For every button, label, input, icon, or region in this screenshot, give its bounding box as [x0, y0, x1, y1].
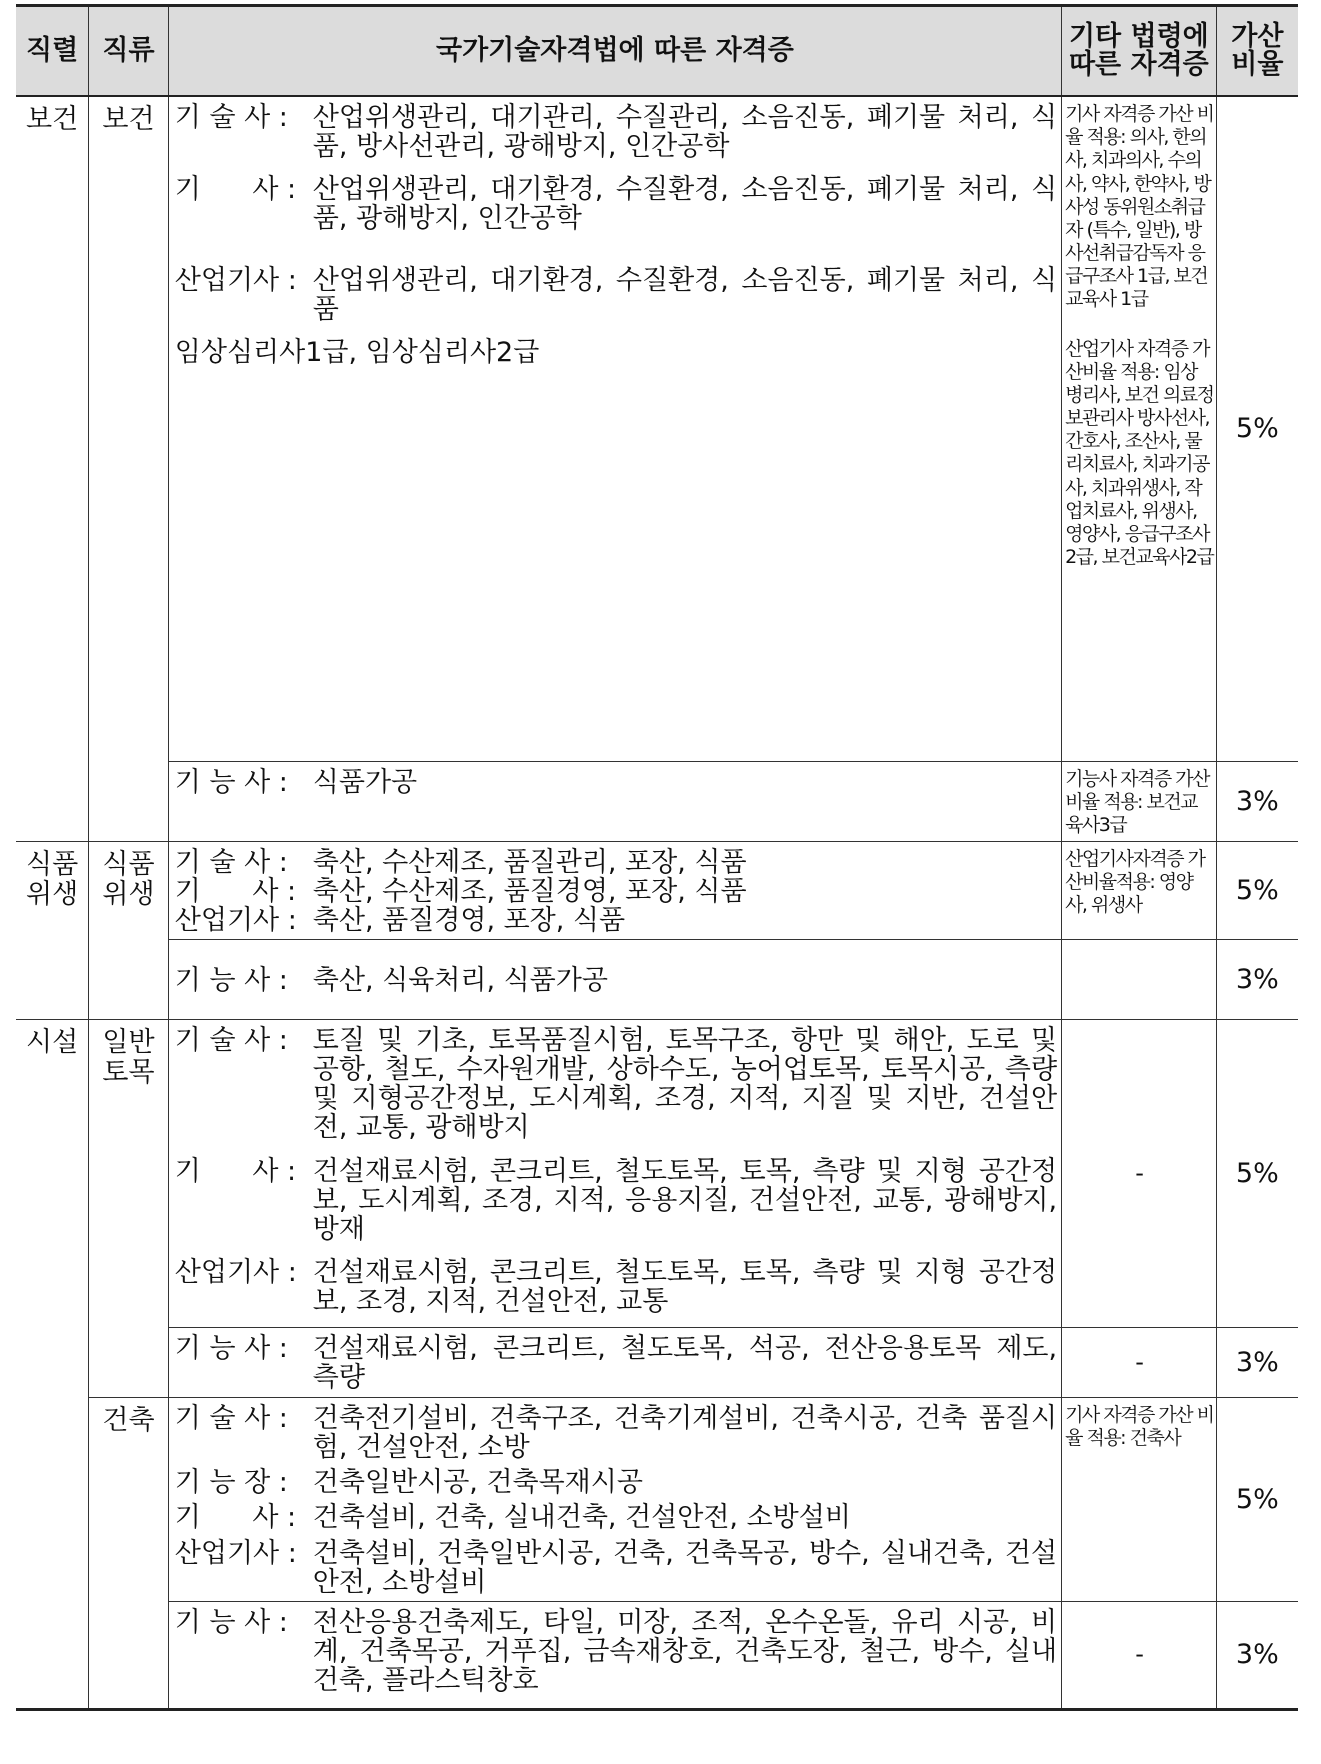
table-row: [16, 939, 1298, 1019]
series-cell: 시설: [16, 1019, 89, 1709]
other-certs-cell: 기능사 자격증 가산비율 적용: 보건교육사3급: [1062, 761, 1217, 841]
cert-line: [175, 175, 1057, 233]
header-category: 직류: [89, 6, 169, 97]
cert-list: 건축전기설비, 건축구조, 건축기계설비, 건축시공, 건축 품질시험, 건설안전, 소방: [312, 1402, 1058, 1464]
cert-grade-label: 기 능 사 :: [174, 766, 288, 798]
cert-grade-label: 산업기사 :: [174, 904, 297, 936]
cert-line: [175, 1334, 1057, 1392]
cert-list: 토질 및 기초, 토목품질시험, 토목구조, 항만 및 해안, 도로 및 공항, 철도, 수자원개발, 상하수도, 농어업토목, 토목시공, 측량 및 지형공간정보, 도시계획, 조경, 지적, 지질 및 지반, 건설안전, 교통, 광해방지: [312, 1024, 1058, 1144]
series-cell: 식품 위생: [16, 841, 89, 1019]
other-certs-cell: 기사 자격증 가산 비율 적용: 건축사: [1062, 1397, 1217, 1601]
table-row: [16, 1019, 1298, 1327]
rate-cell: 5%: [1216, 841, 1298, 939]
national-certs-cell: [168, 1327, 1061, 1397]
cert-list: 축산, 수산제조, 품질경영, 포장, 식품: [312, 875, 747, 907]
rate-cell: 3%: [1216, 761, 1298, 841]
rate-cell: 3%: [1216, 939, 1298, 1019]
category-cell: 보건: [89, 96, 169, 841]
header-rate: 가산 비율: [1216, 6, 1298, 97]
other-certs-cell: -: [1062, 1601, 1217, 1709]
extra-cert-line: 임상심리사1급, 임상심리사2급: [174, 336, 540, 368]
cert-list: 전산응용건축제도, 타일, 미장, 조적, 온수온돌, 유리 시공, 비계, 건축목공, 거푸집, 금속재창호, 건축도장, 철근, 방수, 실내건축, 플라스틱창호: [312, 1606, 1058, 1697]
rate-cell: 5%: [1216, 96, 1298, 761]
rate-cell: 5%: [1216, 1019, 1298, 1327]
table-row: [16, 1601, 1298, 1709]
cert-grade-label: 기 술 사 :: [174, 846, 288, 878]
category-cell: 식품 위생: [89, 841, 169, 1019]
table-row: [16, 1327, 1298, 1397]
certificate-table: [16, 4, 1298, 1711]
cert-line: [175, 848, 1057, 877]
other-certs-cell: [1062, 96, 1217, 761]
national-certs-cell: [168, 1397, 1061, 1601]
cert-grade-label: 기 능 사 :: [174, 1606, 288, 1638]
other-certs-text: 산업기사 자격증 가산비율 적용: 임상병리사, 보건 의료정보관리사 방사선사, 간호사, 조산사, 물리치료사, 치과기공사, 치과위생사, 작업치료사, 위생사, 영양사, 응급구조사2급, 보건교육사2급: [1065, 337, 1214, 569]
cert-grade-label: 산업기사 :: [174, 1537, 297, 1569]
cert-grade-label: 기 능 사 :: [174, 1332, 288, 1364]
other-certs-cell: [1062, 939, 1217, 1019]
cert-list: 식품가공: [312, 766, 418, 798]
cert-list: 축산, 수산제조, 품질관리, 포장, 식품: [312, 846, 747, 878]
cert-grade-label: 기 사 :: [174, 1155, 297, 1187]
cert-list: 건설재료시험, 콘크리트, 철도토목, 토목, 측량 및 지형 공간정보, 도시계획, 조경, 지적, 응용지질, 건설안전, 교통, 광해방지, 방재: [312, 1155, 1058, 1245]
cert-list: 건축일반시공, 건축목재시공: [312, 1467, 643, 1499]
cert-list: 건축설비, 건축일반시공, 건축, 건축목공, 방수, 실내건축, 건설안전, 소방설비: [312, 1537, 1058, 1598]
table-row: [16, 841, 1298, 939]
rate-cell: 5%: [1216, 1397, 1298, 1601]
national-certs-cell: [168, 761, 1061, 841]
national-certs-cell: [168, 939, 1061, 1019]
national-certs-cell: [168, 1601, 1061, 1709]
national-certs-cell: [168, 841, 1061, 939]
cert-grade-label: 산업기사 :: [174, 264, 297, 296]
table-row: [16, 761, 1298, 841]
cert-line: [175, 103, 1057, 161]
other-certs-text: 기사 자격증 가산 비율 적용: 의사, 한의사, 치과의사, 수의사, 약사, 한약사, 방사성 동위원소취급자 (특수, 일반), 방사선취급감독자 응급구조사 1급, 보건교육사 1급: [1065, 103, 1214, 311]
cert-line: [175, 1608, 1057, 1695]
cert-line: [175, 966, 1057, 995]
header-national-certs: 국가기술자격법에 따른 자격증: [168, 6, 1061, 97]
table-row: [16, 96, 1298, 761]
cert-grade-label: 기 사 :: [174, 875, 297, 907]
cert-line: [175, 768, 1057, 797]
cert-grade-label: 기 술 사 :: [174, 1402, 288, 1434]
cert-line: [175, 1157, 1057, 1244]
table-header-row: [16, 6, 1298, 97]
cert-grade-label: 기 사 :: [174, 1502, 297, 1534]
cert-list: 산업위생관리, 대기관리, 수질관리, 소음진동, 폐기물 처리, 식품, 방사선관리, 광해방지, 인간공학: [312, 102, 1058, 163]
cert-line: [175, 906, 1057, 935]
cert-line: [175, 1404, 1057, 1462]
cert-grade-label: 기 능 장 :: [174, 1467, 288, 1499]
cert-line: [175, 1468, 1057, 1497]
category-cell: 건축: [89, 1397, 169, 1709]
cert-grade-label: 산업기사 :: [174, 1257, 297, 1289]
cert-list: 건설재료시험, 콘크리트, 철도토목, 토목, 측량 및 지형 공간정보, 조경, 지적, 건설안전, 교통: [312, 1257, 1058, 1318]
national-certs-cell: [168, 1019, 1061, 1327]
other-certs-cell: -: [1062, 1019, 1217, 1327]
cert-line: [175, 1503, 1057, 1532]
cert-list: 건설재료시험, 콘크리트, 철도토목, 석공, 전산응용토목 제도, 측량: [312, 1332, 1058, 1394]
header-series: 직렬: [16, 6, 89, 97]
rate-cell: 3%: [1216, 1601, 1298, 1709]
cert-grade-label: 기 사 :: [174, 174, 297, 206]
category-cell: 일반 토목: [89, 1019, 169, 1397]
cert-line: [175, 1026, 1057, 1143]
cert-list: 건축설비, 건축, 실내건축, 건설안전, 소방설비: [312, 1502, 851, 1534]
cert-grade-label: 기 술 사 :: [174, 102, 288, 133]
cert-line: [175, 877, 1057, 906]
cert-list: 산업위생관리, 대기환경, 수질환경, 소음진동, 폐기물 처리, 식품, 광해방지, 인간공학: [312, 174, 1058, 235]
national-certs-cell: [168, 96, 1061, 761]
cert-grade-label: 기 능 사 :: [174, 964, 288, 996]
cert-grade-label: 기 술 사 :: [174, 1024, 288, 1056]
cert-line: [175, 1539, 1057, 1597]
cert-list: 축산, 품질경영, 포장, 식품: [312, 904, 626, 936]
header-other-certs: 기타 법령에 따른 자격증: [1062, 6, 1217, 97]
table-row: [16, 1397, 1298, 1601]
cert-line: [175, 266, 1057, 324]
series-cell: 보건: [16, 96, 89, 841]
cert-list: 산업위생관리, 대기환경, 수질환경, 소음진동, 폐기물 처리, 식품: [312, 264, 1058, 325]
cert-line: [175, 1258, 1057, 1316]
rate-cell: 3%: [1216, 1327, 1298, 1397]
other-certs-cell: 산업기사자격증 가산비율적용: 영양사, 위생사: [1062, 841, 1217, 939]
cert-list: 축산, 식육처리, 식품가공: [312, 964, 608, 996]
other-certs-cell: -: [1062, 1327, 1217, 1397]
